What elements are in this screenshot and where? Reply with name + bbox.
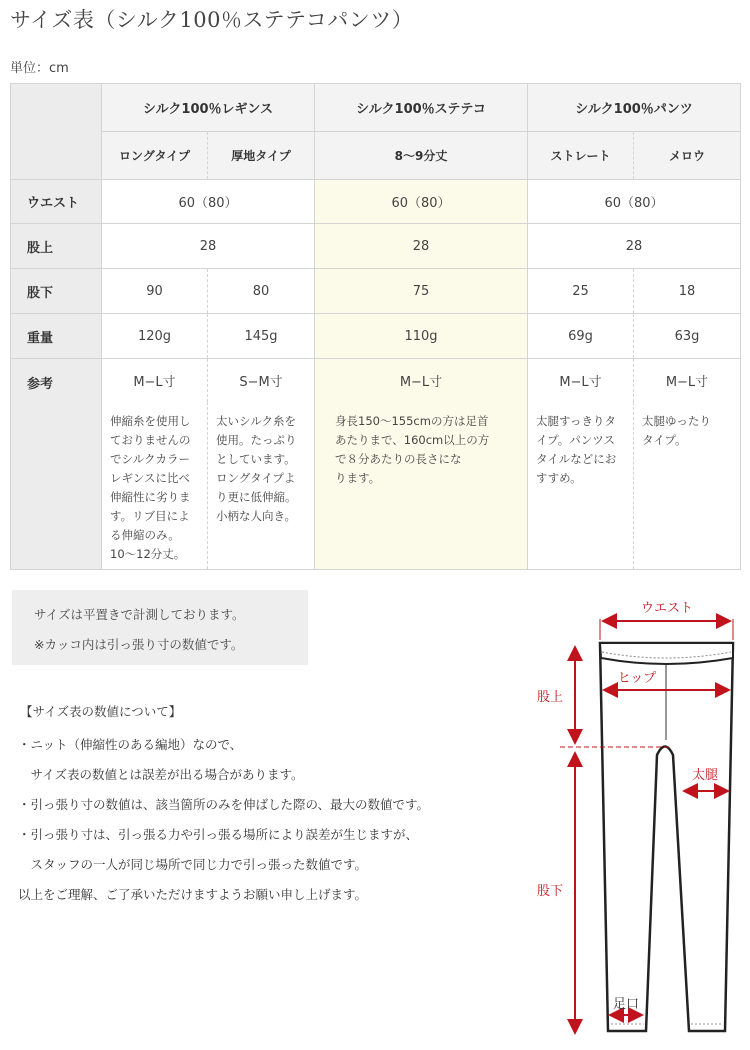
group-header-pants: シルク100％パンツ	[528, 84, 741, 132]
info-line: ・ニット（伸縮性のある編地）なので、	[18, 737, 243, 752]
cell-weight-suteteko: 110g	[315, 314, 528, 359]
note-thick: 太いシルク糸を 使用。たっぷり としています。 ロングタイプよ り更に低伸縮。 小柄な人向き。	[208, 402, 315, 570]
row-label-ref: 参考	[11, 359, 102, 570]
info-line: ・引っ張り寸の数値は、該当箇所のみを伸ばした際の、最大の数値です。	[18, 797, 430, 812]
label-rise: 股上	[536, 690, 564, 705]
group-header-leggings: シルク100％レギンス	[102, 84, 315, 132]
cell-rise-pants: 28	[528, 224, 741, 269]
page-title: サイズ表（シルク100％ステテコパンツ）	[10, 8, 414, 32]
cell-ref-long: M−L寸	[102, 359, 208, 402]
label-thigh: 太腿	[691, 768, 719, 783]
label-hip: ヒップ	[617, 671, 657, 686]
cell-inseam-thick: 80	[208, 269, 315, 314]
note-long: 伸縮糸を使用し ておりませんの でシルクカラー レギンスに比べ 伸縮性に劣りま す。リブ目によ る伸縮のみ。 10〜12分丈。	[102, 402, 208, 570]
row-label-rise: 股上	[11, 224, 102, 269]
info-line: ・引っ張り寸は、引っ張る力や引っ張る場所により誤差が生じますが、	[18, 827, 419, 842]
cell-inseam-long: 90	[102, 269, 208, 314]
note-line-1: サイズは平置きで計測しております。	[34, 607, 245, 622]
row-label-inseam: 股下	[11, 269, 102, 314]
cell-waist-pants: 60（80）	[528, 180, 741, 224]
note-straight: 太腿すっきりタ イプ。パンツス タイルなどにお すすめ。	[528, 402, 634, 570]
cell-ref-straight: M−L寸	[528, 359, 634, 402]
size-table	[10, 83, 741, 570]
sub-header-straight: ストレート	[528, 132, 634, 180]
group-header-suteteko: シルク100％ステテコ	[315, 84, 528, 132]
info-line: サイズ表の数値とは誤差が出る場合があります。	[18, 767, 304, 782]
note-mellow: 太腿ゆったり タイプ。	[634, 402, 741, 570]
sub-header-thick: 厚地タイプ	[208, 132, 315, 180]
cell-weight-straight: 69g	[528, 314, 634, 359]
measurement-note-box	[12, 590, 308, 665]
sub-header-suteteko: 8〜9分丈	[315, 132, 528, 180]
cell-rise-leggings: 28	[102, 224, 315, 269]
cell-weight-mellow: 63g	[634, 314, 741, 359]
cell-ref-thick: S−M寸	[208, 359, 315, 402]
info-heading: 【サイズ表の数値について】	[20, 704, 182, 719]
cell-waist-suteteko: 60（80）	[315, 180, 528, 224]
sub-header-long: ロングタイプ	[102, 132, 208, 180]
cell-inseam-suteteko: 75	[315, 269, 528, 314]
waistband	[600, 643, 733, 664]
sub-header-mellow: メロウ	[634, 132, 741, 180]
cell-inseam-mellow: 18	[634, 269, 741, 314]
label-hem: 足口	[612, 997, 640, 1012]
label-waist: ウエスト	[640, 601, 694, 616]
cell-rise-suteteko: 28	[315, 224, 528, 269]
note-line-2: ※カッコ内は引っ張り寸の数値です。	[34, 637, 244, 652]
row-label-weight: 重量	[11, 314, 102, 359]
cell-weight-thick: 145g	[208, 314, 315, 359]
info-line: 以上をご理解、ご了承いただけますようお願い申し上げます。	[18, 887, 368, 902]
row-label-waist: ウエスト	[11, 180, 102, 224]
cell-ref-suteteko: M−L寸	[315, 359, 528, 402]
pants-measurement-diagram	[530, 590, 750, 1050]
cell-inseam-straight: 25	[528, 269, 634, 314]
info-line: スタッフの一人が同じ場所で同じ力で引っ張った数値です。	[18, 857, 368, 872]
corner-cell	[11, 84, 102, 180]
unit-label: 単位：cm	[10, 61, 69, 76]
cell-waist-leggings: 60（80）	[102, 180, 315, 224]
cell-weight-long: 120g	[102, 314, 208, 359]
label-inseam: 股下	[536, 884, 564, 899]
cell-ref-mellow: M−L寸	[634, 359, 741, 402]
note-suteteko: 身長150〜155cmの方は足首 あたりまで、160cm以上の方 で８分あたりの長さにな ります。	[315, 402, 528, 570]
